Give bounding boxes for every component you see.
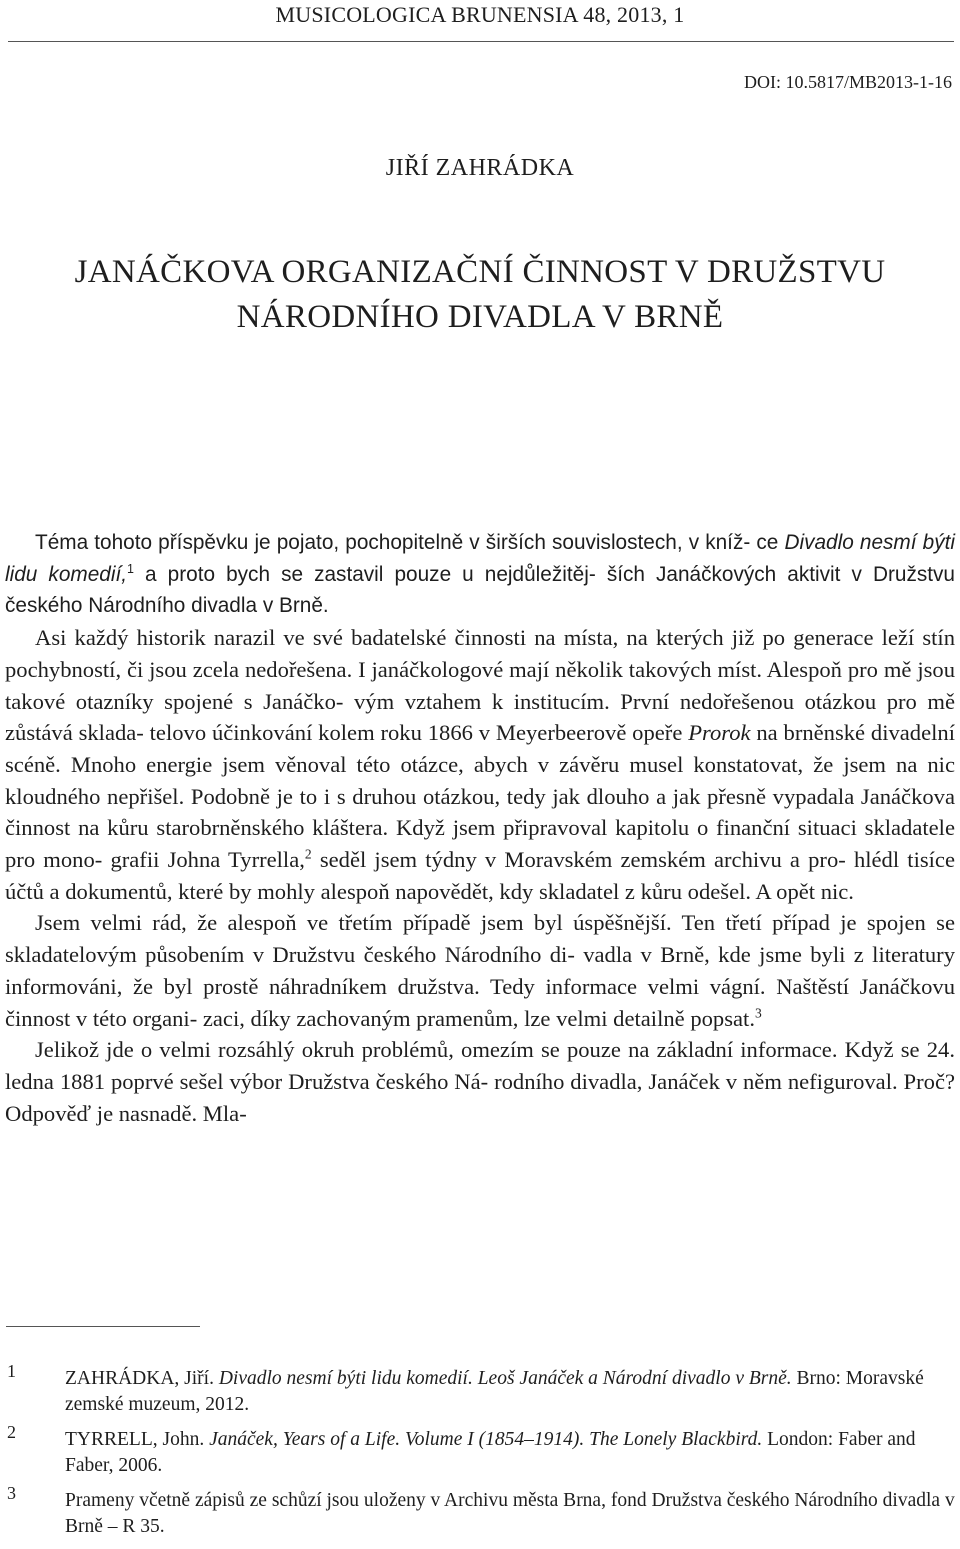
p1-text-c: seděl jsem týdny v Moravském zemském archivu a pro- hlédl tisíce účtů a dokumentů, které by mohly alespoň napovědět, kdy skladatel z kůru odešel. A opět nic. [5,847,955,904]
footnote-number: 3 [7,1483,16,1503]
footnote-number: 2 [7,1422,16,1442]
body-paragraph-1 [5,622,955,907]
footnote-ref-1[interactable]: 1 [127,561,134,576]
intro-book-title: Divadlo nesmí býti lidu komedií, [5,531,955,586]
footnote-italic: Janáček, Years of a Life. Volume I (1854–1914). The Lonely Blackbird. [209,1429,763,1450]
footnote-3 [5,1483,955,1540]
journal-header: MUSICOLOGICA BRUNENSIA 48, 2013, 1 [275,2,685,27]
article-body [5,527,955,1129]
opera-title: Prorok [688,720,751,746]
title-line-1: JANÁČKOVA ORGANIZAČNÍ ČINNOST V DRUŽSTVU [74,254,886,290]
footnote-text: London: Faber and Faber, 2006. [65,1429,916,1476]
p3-text: Jelikož jde o velmi rozsáhlý okruh problémů, omezím se pouze na základní informace. Když se 24. ledna 1881 poprvé sešel výbor Družstva českého Ná- rodního divadla, Janáček v něm nefiguroval. Proč? Odpověď je nasnadě. Mla- [5,1037,955,1126]
author-name: JIŘÍ ZAHRÁDKA [385,155,575,181]
doi-label: DOI: 10.5817/MB2013-1-16 [744,72,952,92]
footnote-2 [5,1422,955,1479]
article-title [0,250,960,340]
footnote-text: ZAHRÁDKA, Jiří. [65,1368,219,1389]
intro-paragraph [5,527,955,622]
p1-text-a: Asi každý historik narazil ve své badatelské činnosti na místa, na kterých již po generace leží stín pochybností, či jsou zcela nedořešena. I janáčkologové mají několik takových míst. Alespoň pro mě jsou takové otazníky spojené s Janáčko- vým vztahem k institucím. První nedořešenou otázkou pro mě zůstává sklada- telovo účinkování kolem roku 1866 v Meyerbeerově opeře [5,625,955,746]
footnote-text: Prameny včetně zápisů ze schůzí jsou uloženy v Archivu města Brna, fond Družstva českého Národního divadla v Brně – R 35. [65,1490,955,1537]
footnote-ref-3[interactable]: 3 [754,1005,762,1021]
footnote-rule [6,1326,200,1327]
p2-text: Jsem velmi rád, že alespoň ve třetím případě jsem byl úspěšnější. Ten třetí případ je spojen se skladatelovým působením v Družstvu českého Národního di- vadla v Brně, kde jsme byli z literatury informováni, že byl prostě náhradníkem družstva. Tedy informace velmi vágní. Naštěstí Janáčkovu činnost v této organi- zaci, díky zachovaným pramenům, lze velmi detailně popsat. [5,910,955,1031]
footnotes [5,1361,955,1549]
footnote-number: 1 [7,1361,16,1381]
header-rule [8,41,954,42]
body-paragraph-2 [5,907,955,1034]
footnote-1 [5,1361,955,1418]
body-paragraph-3 [5,1034,955,1129]
title-line-2: NÁRODNÍHO DIVADLA V BRNĚ [236,299,724,335]
intro-text-2: a proto bych se zastavil pouze u nejdůležitěj- ších Janáčkových aktivit v Družstvu českého Národního divadla v Brně. [5,562,956,618]
p1-text-b: na brněnské divadelní scéně. Mnoho energie jsem věnoval této otázce, abych v závěru musel konstatovat, že jsem na nic kloudného nepřišel. Podobně je to i s druhou otázkou, tedy jak dlouho a jak přesně vypadala Janáčkova činnost na kůru starobrněnského kláštera. Když jsem připravoval kapitolu o finanční situaci skladatele pro mono- grafii Johna Tyrrella, [5,720,955,873]
footnote-text: TYRRELL, John. [65,1429,210,1450]
footnote-italic: Divadlo nesmí býti lidu komedií. Leoš Janáček a Národní divadlo v Brně. [218,1368,792,1389]
footnote-text: Brno: Moravské zemské muzeum, 2012. [65,1368,924,1415]
footnote-ref-2[interactable]: 2 [304,846,312,862]
intro-text-1: Téma tohoto příspěvku je pojato, pochopitelně v širších souvislostech, v kníž- ce [35,531,785,554]
